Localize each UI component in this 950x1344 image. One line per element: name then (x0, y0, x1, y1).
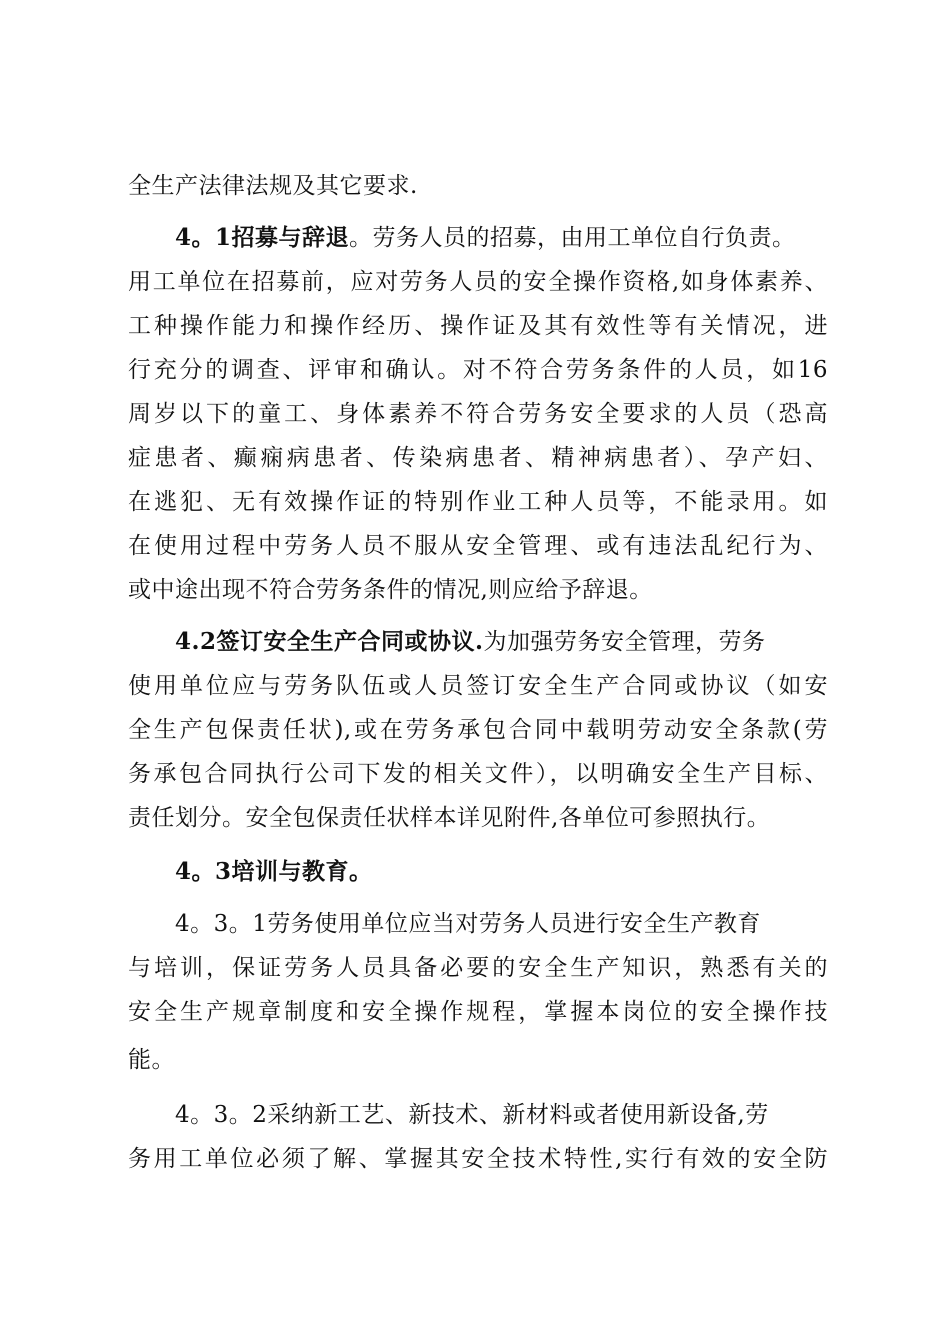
line-text: 与培训，保证劳务人员具备必要的安全生产知识，熟悉有关的 (128, 955, 828, 981)
line-text: 为加强劳务安全管理，劳务 (483, 629, 766, 655)
line-text: 务用工单位必须了解、掌握其安全技术特性,实行有效的安全防 (128, 1146, 828, 1172)
line-text: 全生产法律法规及其它要求. (128, 173, 418, 199)
body-line-12 (128, 666, 828, 706)
body-line-21 (175, 1095, 828, 1135)
line-text: 症患者、癫痫病患者、传染病患者、精神病患者）、孕产妇、 (128, 445, 828, 471)
section-heading: 4.2签订安全生产合同或协议. (175, 628, 484, 655)
line-text: 周岁以下的童工、身体素养不符合劳务安全要求的人员（恐高 (128, 401, 828, 427)
body-line-13 (128, 710, 828, 750)
section-4-3-heading-line (175, 852, 828, 892)
body-line-5 (128, 350, 828, 390)
section-4-1-heading-line (175, 218, 828, 258)
body-line-1 (128, 166, 828, 206)
body-line-8 (128, 482, 828, 522)
body-line-9 (128, 526, 828, 566)
body-line-22 (128, 1139, 828, 1179)
body-line-14 (128, 754, 828, 794)
body-line-17 (175, 904, 828, 944)
section-4-2-heading-line (175, 622, 828, 662)
body-line-7 (128, 438, 828, 478)
line-text: 4。3。1劳务使用单位应当对劳务人员进行安全生产教育 (175, 911, 761, 937)
line-text: 用工单位在招募前，应对劳务人员的安全操作资格,如身体素养、 (128, 269, 828, 295)
line-text: 行充分的调查、评审和确认。对不符合劳务条件的人员，如16 (128, 357, 828, 383)
body-line-18 (128, 948, 828, 988)
line-text: 在使用过程中劳务人员不服从安全管理、或有违法乱纪行为、 (128, 533, 828, 559)
line-text: 工种操作能力和操作经历、操作证及其有效性等有关情况，进 (128, 313, 828, 339)
body-line-15 (128, 798, 828, 838)
section-heading: 4。1招募与辞退 (175, 224, 350, 251)
line-text: 在逃犯、无有效操作证的特别作业工种人员等，不能录用。如 (128, 489, 828, 515)
line-text: 4。3。2采纳新工艺、新技术、新材料或者使用新设备,劳 (175, 1102, 769, 1128)
line-text: 全生产包保责任状),或在劳务承包合同中载明劳动安全条款(劳 (128, 717, 828, 743)
body-line-20 (128, 1040, 828, 1080)
line-text: 或中途出现不符合劳务条件的情况,则应给予辞退。 (128, 577, 653, 603)
section-heading: 4。3培训与教育。 (175, 858, 373, 885)
body-line-6 (128, 394, 828, 434)
body-line-3 (128, 262, 828, 302)
body-line-4 (128, 306, 828, 346)
line-text: 责任划分。安全包保责任状样本详见附件,各单位可参照执行。 (128, 805, 771, 831)
line-text: 使用单位应与劳务队伍或人员签订安全生产合同或协议（如安 (128, 673, 828, 699)
body-line-10 (128, 570, 828, 610)
body-line-19 (128, 992, 828, 1032)
line-text: 安全生产规章制度和安全操作规程，掌握本岗位的安全操作技 (128, 999, 828, 1025)
line-text: 务承包合同执行公司下发的相关文件），以明确安全生产目标、 (128, 761, 828, 787)
line-text: 。劳务人员的招募，由用工单位自行负责。 (349, 225, 796, 251)
line-text: 能。 (128, 1047, 175, 1073)
